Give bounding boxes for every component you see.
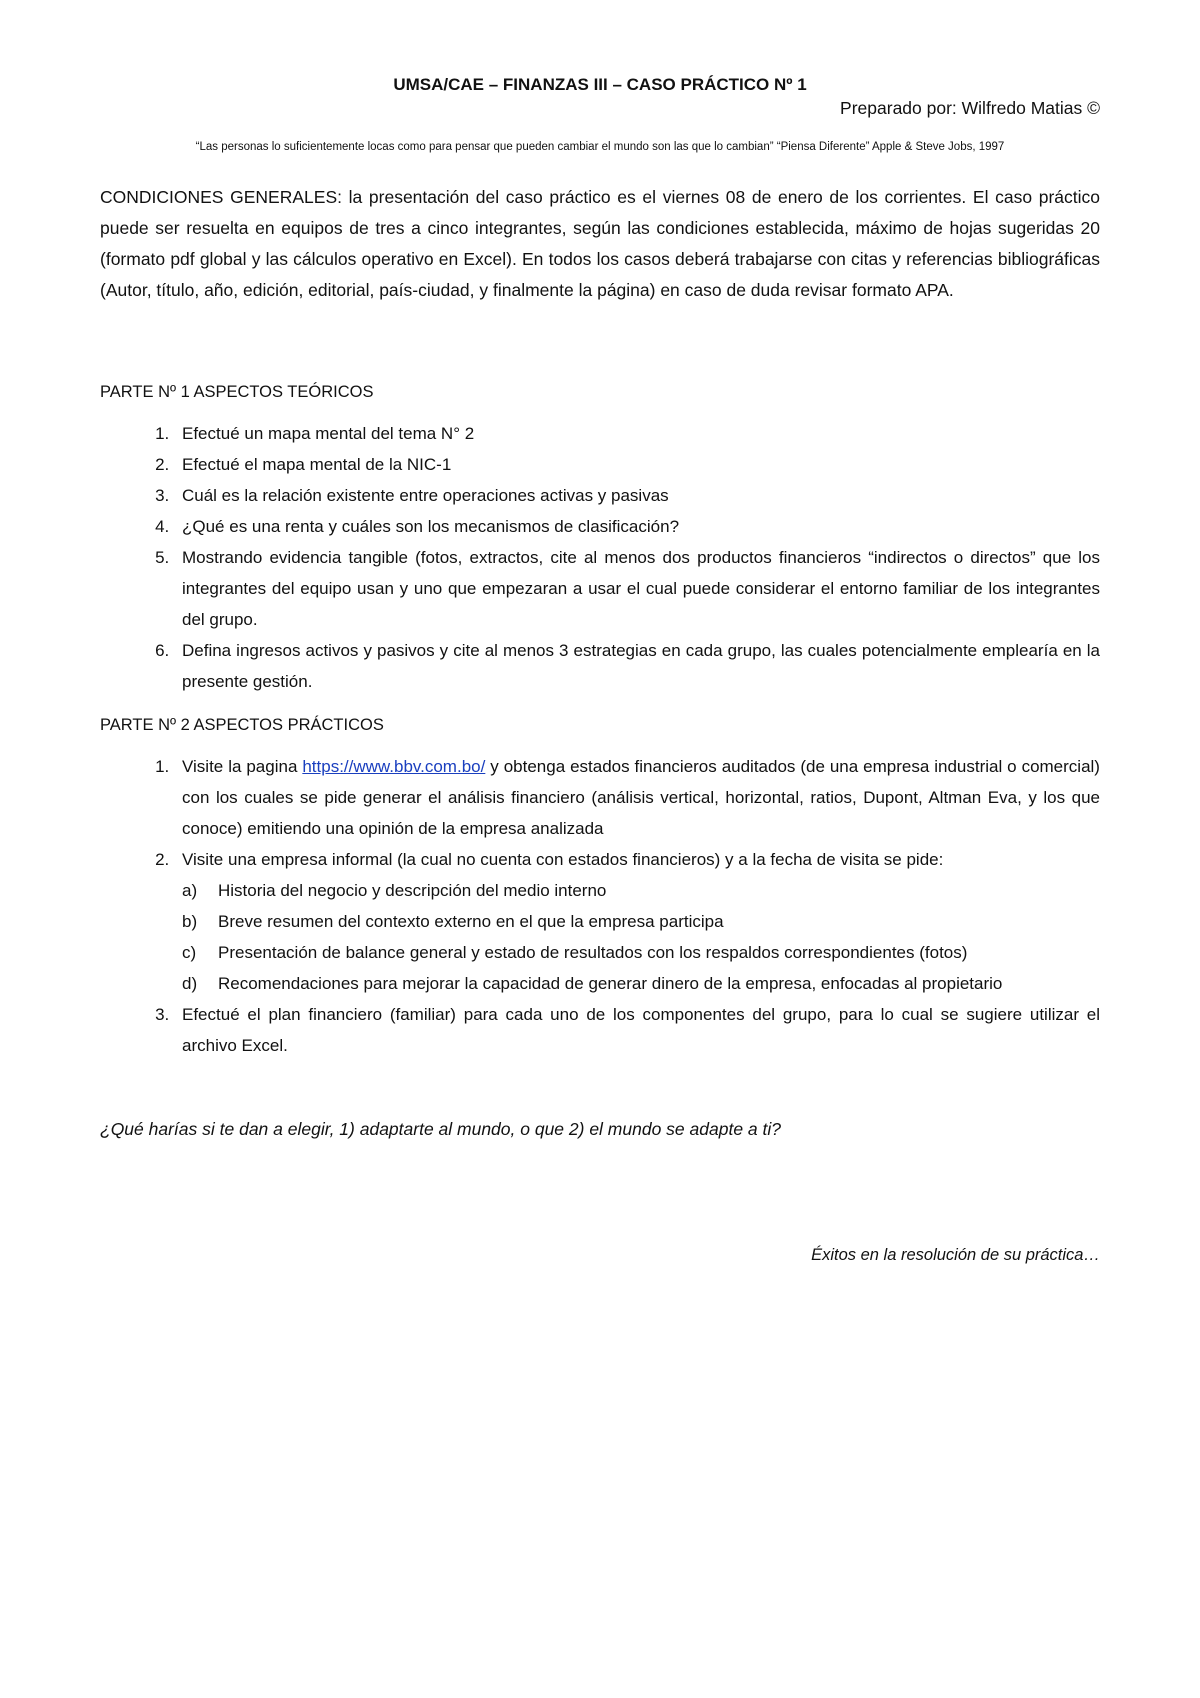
parte2-item2-text: Visite una empresa informal (la cual no cuenta con estados financieros) y a la fecha de visita se pide: (182, 850, 944, 869)
parte2-item: 3. Efectué el plan financiero (familiar) para cada uno de los componentes del grupo, para lo cual se sugiere utilizar el archivo Excel. (174, 999, 1100, 1061)
sub-item-marker: c) (182, 943, 197, 962)
parte1-heading: PARTE Nº 1 ASPECTOS TEÓRICOS (100, 383, 374, 401)
sub-item-marker: a) (182, 881, 198, 900)
parte2-item1-before: Visite la pagina (182, 757, 298, 776)
document-title: UMSA/CAE – FINANZAS III – CASO PRÁCTICO Nº 1 (393, 75, 807, 94)
parte1-item: 2. Efectué el mapa mental de la NIC-1 (174, 449, 1100, 480)
closing-wish: Éxitos en la resolución de su práctica… (811, 1246, 1100, 1264)
epigraph-quote: “Las personas lo suficientemente locas como para pensar que pueden cambiar el mundo son las que lo cambian” “Piensa Diferente” Apple & Steve Jobs, 1997 (195, 141, 1005, 153)
parte2-item (174, 751, 1100, 844)
parte2-list (100, 751, 1100, 1061)
sub-item-marker: b) (182, 912, 198, 931)
sub-item (182, 875, 1100, 906)
parte2-heading: PARTE Nº 2 ASPECTOS PRÁCTICOS (100, 716, 384, 734)
sub-item (182, 968, 1100, 999)
parte2-item1-after: y obtenga estados financieros auditados (de una empresa industrial o comercial) con los cuales se pide generar el análisis financiero (análisis vertical, horizontal, ratios, Dupont, Altman Eva, y los que conoce) emitiendo una opinión de la empresa analizada (182, 757, 1100, 838)
closing-question: ¿Qué harías si te dan a elegir, 1) adaptarte al mundo, o que 2) el mundo se adapte a ti? (100, 1119, 781, 1139)
sub-item-text: Breve resumen del contexto externo en el que la empresa participa (218, 912, 724, 931)
sub-item-text: Historia del negocio y descripción del medio interno (218, 881, 607, 900)
bbv-link[interactable]: https://www.bbv.com.bo/ (302, 757, 486, 776)
parte2-sub-list (182, 875, 1100, 999)
parte1-item: 6. Defina ingresos activos y pasivos y cite al menos 3 estrategias en cada grupo, las cuales potencialmente emplearía en la presente gestión. (174, 635, 1100, 697)
parte1-item: 3. Cuál es la relación existente entre operaciones activas y pasivas (174, 480, 1100, 511)
parte1-list (100, 418, 1100, 697)
sub-item (182, 906, 1100, 937)
parte1-item: 1. Efectué un mapa mental del tema N° 2 (174, 418, 1100, 449)
sub-item (182, 937, 1100, 968)
parte2-item (174, 844, 1100, 999)
sub-item-text: Recomendaciones para mejorar la capacidad de generar dinero de la empresa, enfocadas al propietario (218, 974, 1003, 993)
general-conditions: CONDICIONES GENERALES: la presentación del caso práctico es el viernes 08 de enero de los corrientes. El caso práctico puede ser resuelta en equipos de tres a cinco integrantes, según las condiciones establecida, máximo de hojas sugeridas 20 (formato pdf global y las cálculos operativo en Excel). En todos los casos deberá trabajarse con citas y referencias bibliográficas (Autor, título, año, edición, editorial, país-ciudad, y finalmente la página) en caso de duda revisar formato APA. (100, 187, 1100, 300)
sub-item-marker: d) (182, 974, 198, 993)
parte1-item: 4. ¿Qué es una renta y cuáles son los mecanismos de clasificación? (174, 511, 1100, 542)
sub-item-text: Presentación de balance general y estado de resultados con los respaldos correspondientes (fotos) (218, 943, 968, 962)
parte1-item: 5. Mostrando evidencia tangible (fotos, extractos, cite al menos dos productos financieros “indirectos o directos” que los integrantes del equipo usan y uno que empezaran a usar el cual puede considerar el entorno familiar de los integrantes del grupo. (174, 542, 1100, 635)
prepared-by: Preparado por: Wilfredo Matias © (840, 98, 1100, 118)
